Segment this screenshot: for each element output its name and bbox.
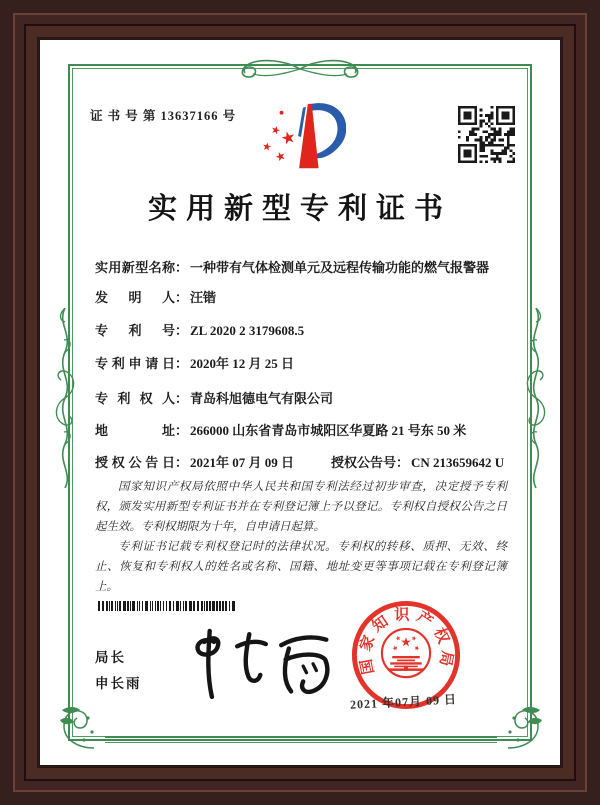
director-name: 申长雨 bbox=[95, 676, 142, 691]
grant-no-pair bbox=[331, 452, 504, 471]
field-row-filing-date bbox=[95, 353, 545, 372]
colon: ： bbox=[175, 290, 189, 305]
border-ornament-top bbox=[233, 56, 367, 82]
field-value: 2020年 12 月 25 日 bbox=[190, 356, 295, 371]
field-value: 266000 山东省青岛市城阳区华夏路 21 号东 50 米 bbox=[190, 423, 467, 438]
colon: ： bbox=[175, 356, 189, 371]
certificate-number: 证 书 号 第 13637166 号 bbox=[90, 109, 237, 123]
seal-text: 国家知识产权局 bbox=[356, 606, 456, 676]
field-label: 发明人 bbox=[95, 290, 175, 305]
field-value: ZL 2020 2 3179608.5 bbox=[190, 323, 305, 338]
field-label: 实用新型名称 bbox=[95, 260, 175, 275]
colon: ： bbox=[175, 260, 189, 275]
field-label: 专利申请日 bbox=[95, 356, 175, 371]
seal-national-emblem bbox=[382, 629, 430, 677]
logo-stars bbox=[262, 111, 296, 162]
field-label: 地址 bbox=[95, 423, 175, 438]
border-ornament-left bbox=[55, 308, 75, 488]
director-signature bbox=[180, 625, 345, 705]
colon: ： bbox=[396, 455, 410, 470]
field-row-name bbox=[95, 257, 545, 276]
legal-paragraph-1: 国家知识产权局依照中华人民共和国专利法经过初步审查，决定授予专利权，颁发实用新型专利证书并在专利登记簿上予以登记。专利权自授权公告之日起生效。专利权期限为十年，自申请日起算。 bbox=[95, 481, 507, 533]
grant-date-label: 授权公告日 bbox=[95, 455, 175, 470]
barcode bbox=[98, 601, 238, 611]
field-label: 专利号 bbox=[95, 323, 175, 338]
field-row-inventor bbox=[95, 287, 545, 306]
field-value: 一种带有气体检测单元及远程传输功能的燃气报警器 bbox=[190, 260, 490, 275]
legal-paragraph-2: 专利证书记载专利权登记时的法律状况。专利权的转移、质押、无效、终止、恢复和专利权人的姓名或名称、国籍、地址变更等事项记载在专利登记簿上。 bbox=[95, 541, 507, 593]
certificate-title: 实用新型专利证书 bbox=[147, 193, 452, 225]
qr-code bbox=[458, 106, 515, 163]
border-ornament-bottom-left bbox=[58, 704, 98, 750]
field-row-patent-no bbox=[95, 320, 545, 339]
grant-date-value: 2021年 07 月 09 日 bbox=[190, 455, 295, 470]
border-ornament-bottom-right bbox=[504, 704, 544, 750]
colon: ： bbox=[175, 455, 189, 470]
field-row-address bbox=[95, 420, 545, 439]
director-title: 局长 bbox=[95, 650, 126, 665]
seal-emblem-gate bbox=[388, 656, 423, 671]
bottom-rule bbox=[105, 736, 497, 743]
seal-date: 2021 年07月 09 日 bbox=[349, 692, 458, 712]
colon: ： bbox=[175, 391, 189, 406]
colon: ： bbox=[175, 323, 189, 338]
field-value: 青岛科旭德电气有限公司 bbox=[190, 391, 334, 406]
grant-row bbox=[95, 452, 545, 471]
grant-no-label: 授权公告号 bbox=[331, 455, 397, 470]
certificate-page bbox=[40, 40, 560, 765]
grant-no-value: CN 213659642 U bbox=[411, 455, 505, 470]
cnipa-logo bbox=[258, 100, 346, 176]
field-row-patentee bbox=[95, 388, 545, 407]
colon: ： bbox=[175, 423, 189, 438]
legal-text bbox=[95, 477, 507, 597]
field-label: 专利权人 bbox=[95, 391, 175, 406]
field-value: 汪锴 bbox=[190, 290, 217, 305]
